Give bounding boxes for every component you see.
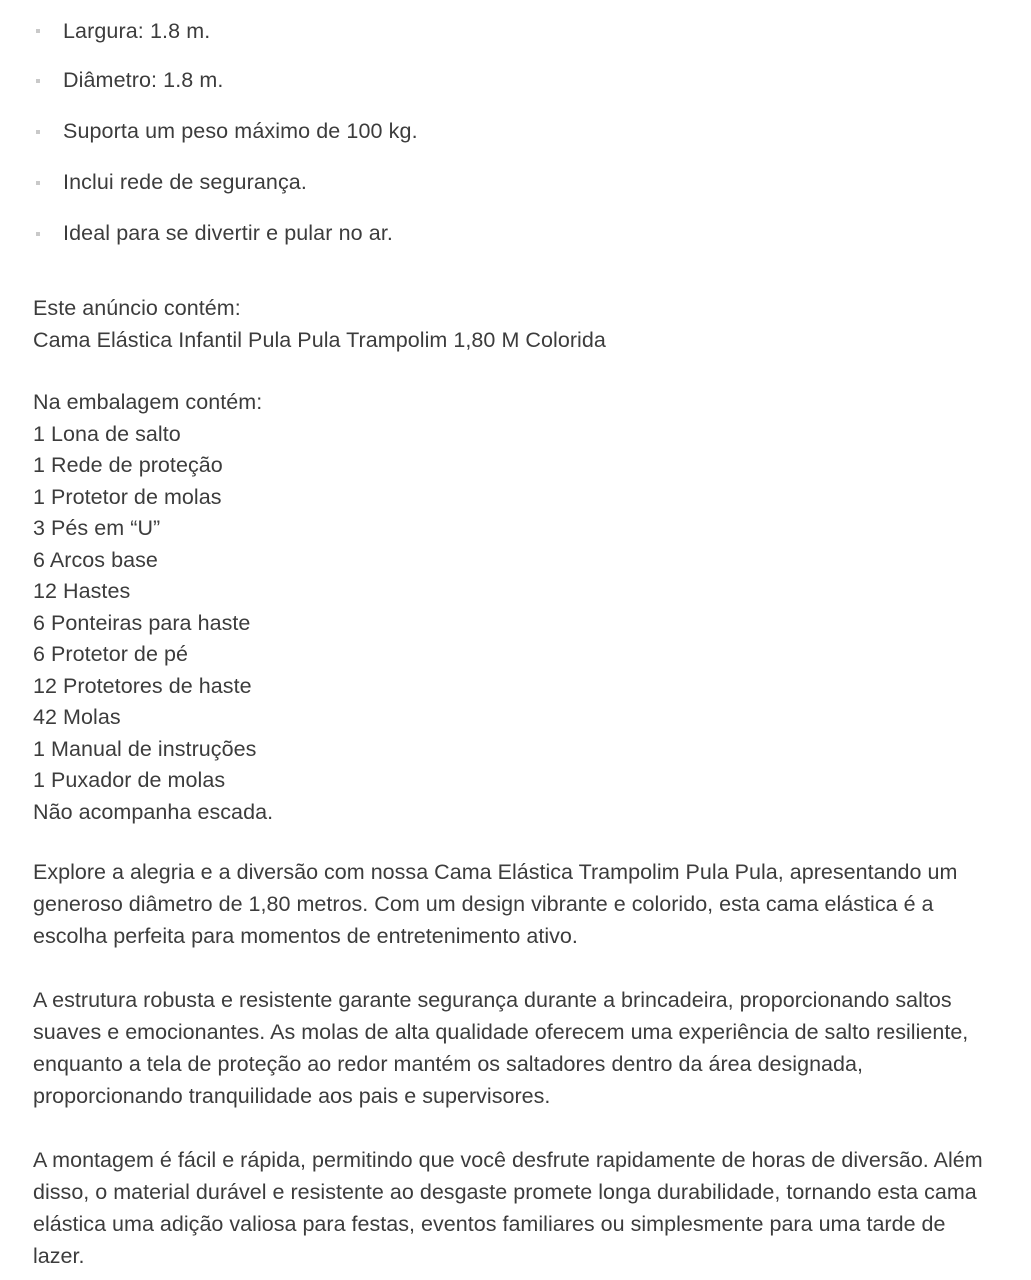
announcement-product-name: Cama Elástica Infantil Pula Pula Trampolim 1,80 M Colorida	[33, 327, 606, 352]
package-heading: Na embalagem contém:	[33, 390, 263, 414]
spec-list-item	[33, 106, 995, 157]
square-bullet-icon	[36, 232, 40, 236]
package-list-item: 6 Arcos base	[33, 547, 158, 572]
square-bullet-icon	[36, 181, 40, 185]
spec-item-label: Diâmetro: 1.8 m.	[63, 68, 224, 92]
section-spacer	[33, 259, 995, 293]
spec-list-item	[33, 208, 995, 259]
section-spacer	[33, 356, 995, 387]
announcement-block	[33, 293, 995, 356]
spec-item-label: Largura: 1.8 m.	[63, 19, 211, 43]
package-list-item: 12 Protetores de haste	[33, 673, 252, 698]
package-list-item: 1 Manual de instruções	[33, 736, 257, 761]
package-list-item: 1 Puxador de molas	[33, 768, 226, 792]
package-note: Não acompanha escada.	[33, 799, 274, 824]
description-paragraph: Explore a alegria e a diversão com nossa Cama Elástica Trampolim Pula Pula, apresentando um generoso diâmetro de 1,80 metros. Com um design vibrante e colorido, esta cama elástica é a escolha perfeita para momentos de entretenimento ativo.	[33, 860, 958, 948]
description-paragraph: A estrutura robusta e resistente garante segurança durante a brincadeira, proporcionando saltos suaves e emocionantes. As molas de alta qualidade oferecem uma experiência de salto resiliente, enquanto a tela de proteção ao redor mantém os saltadores dentro da área designada, proporcionando tranquilidade aos pais e supervisores.	[33, 988, 969, 1108]
package-list-item: 12 Hastes	[33, 579, 131, 603]
package-list-item: 1 Protetor de molas	[33, 484, 222, 509]
package-list-item: 6 Ponteiras para haste	[33, 610, 251, 635]
spec-item-label: Ideal para se divertir e pular no ar.	[63, 221, 393, 245]
package-list-item: 1 Lona de salto	[33, 421, 181, 446]
square-bullet-icon	[36, 130, 40, 134]
spec-list-item	[33, 55, 995, 106]
spec-item-label: Inclui rede de segurança.	[63, 170, 307, 194]
section-spacer	[33, 828, 995, 856]
spec-item-label: Suporta um peso máximo de 100 kg.	[63, 119, 418, 143]
spec-list-item	[33, 0, 995, 55]
spec-list-item	[33, 157, 995, 208]
square-bullet-icon	[36, 79, 40, 83]
package-list-item: 42 Molas	[33, 705, 121, 729]
description-paragraph: A montagem é fácil e rápida, permitindo que você desfrute rapidamente de horas de diversão. Além disso, o material durável e resistente ao desgaste promete longa durabilidade, tornando esta cama elástica uma adição valiosa para festas, eventos familiares ou simplesmente para uma tarde de lazer.	[33, 1148, 983, 1268]
description-block	[33, 856, 995, 1272]
package-list-item: 1 Rede de proteção	[33, 453, 223, 477]
specification-list	[33, 0, 995, 259]
announcement-heading: Este anúncio contém:	[33, 296, 241, 320]
package-list-item: 6 Protetor de pé	[33, 642, 188, 666]
package-list-item: 3 Pés em “U”	[33, 516, 161, 540]
package-contents-block	[33, 387, 995, 828]
square-bullet-icon	[36, 29, 40, 33]
